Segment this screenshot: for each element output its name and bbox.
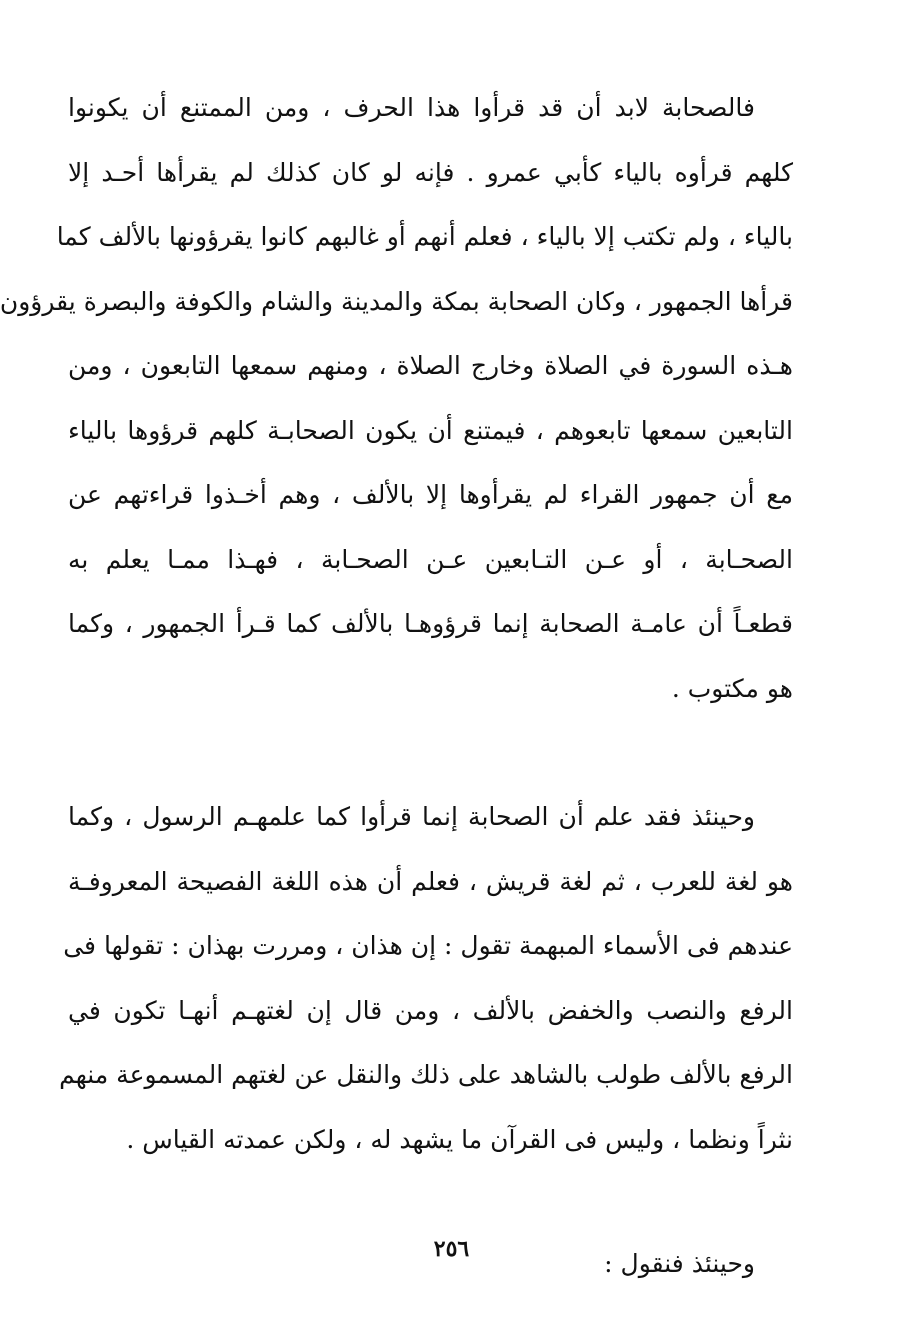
- paragraph-2: [59, 785, 793, 1172]
- text-line: قرأها الجمهور ، وكان الصحابة بمكة والمدينة والشام والكوفة والبصرة يقرؤون: [0, 286, 793, 316]
- text-line: قطعـاً أن عامـة الصحابة إنما قرؤوهـا بالألف كما قـرأ الجمهور ، وكما: [68, 609, 793, 638]
- text-line: التابعين سمعها تابعوهم ، فيمتنع أن يكون الصحابـة كلهم قرؤوها بالياء: [68, 415, 793, 445]
- text-line: فالصحابة لابد أن قد قرأوا هذا الحرف ، ومن الممتنع أن يكونوا: [68, 93, 755, 122]
- text-line: الرفع والنصب والخفض بالألف ، ومن قال إن لغتهـم أنهـا تكون في: [68, 995, 793, 1025]
- text-line: وحينئذ فقد علم أن الصحابة إنما قرأوا كما علمهـم الرسول ، وكما: [68, 802, 755, 831]
- text-line: الصحـابة ، أو عـن التـابعين عـن الصحـابة ، فهـذا ممـا يعلم به: [68, 544, 793, 574]
- text-line: نثراً ونظما ، وليس فى القرآن ما يشهد له ، ولكن عمدته القياس .: [126, 1124, 793, 1154]
- text-line: هو مكتوب .: [671, 673, 793, 703]
- text-line: هو لغة للعرب ، ثم لغة قريش ، فعلم أن هذه اللغة الفصيحة المعروفـة: [68, 866, 793, 896]
- text-line: كلهم قرأوه بالياء كأبي عمرو . فإنه لو كان كذلك لم يقرأها أحـد إلا: [68, 157, 793, 187]
- text-line: الرفع بالألف طولب بالشاهد على ذلك والنقل عن لغتهم المسموعة منهم: [59, 1060, 793, 1089]
- text-line: عندهم فى الأسماء المبهمة تقول : إن هذان ، ومررت بهذان : تقولها فى: [63, 931, 793, 960]
- paragraph-1: [0, 76, 793, 721]
- text-line: هـذه السورة في الصلاة وخارج الصلاة ، ومنهم سمعها التابعون ، ومن: [68, 351, 793, 380]
- text-line: بالياء ، ولم تكتب إلا بالياء ، فعلم أنهم أو غالبهم كانوا يقرؤونها بالألف كما: [56, 222, 793, 251]
- text-line: مع أن جمهور القراء لم يقرأوها إلا بالألف ، وهم أخـذوا قراءتهم عن: [68, 480, 793, 509]
- text-line: وحينئذ فنقول :: [604, 1249, 755, 1278]
- page-number: ٢٥٦: [433, 1236, 470, 1262]
